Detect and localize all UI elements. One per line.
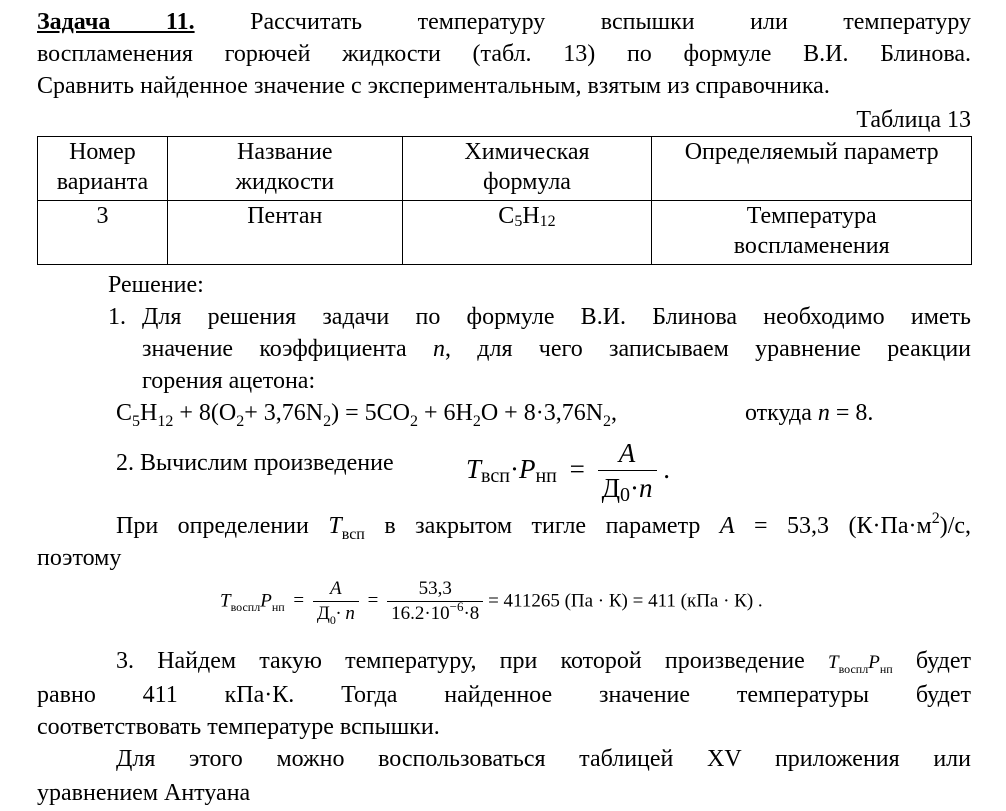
cell-formula [402, 201, 652, 265]
pdef-1: При определении [116, 513, 309, 539]
eq-p3: + 8(O [173, 400, 237, 426]
step1-number: 1. [108, 304, 126, 330]
f1-den-dot: · [630, 473, 639, 503]
step3-P-sub: нп [879, 662, 893, 676]
cell-parameter-l2: воспламенения [733, 233, 890, 259]
f1-P-sub: нп [535, 465, 557, 488]
f1-end: . [663, 454, 670, 485]
p-definition-line-2: поэтому [37, 545, 122, 571]
formula-1 [466, 436, 670, 508]
step3-T: T [828, 652, 839, 673]
eq-s3: 2 [236, 413, 245, 430]
f1-den-D: Д [601, 473, 620, 503]
f2-T-sub: воспл [230, 600, 261, 615]
formula-2 [220, 577, 763, 627]
task-heading: Задача 11. [37, 9, 195, 35]
header-formula-l2: формула [483, 169, 571, 195]
f1-eq: = [569, 454, 585, 485]
pdef-3: = 53,3 (К·Па·м [754, 513, 932, 539]
step3-a: 3. Найдем такую температуру, при которой произведение [116, 648, 805, 674]
f1-den-n: n [639, 473, 653, 503]
header-formula-l1: Химическая [464, 139, 590, 165]
f2-P-sub: нп [271, 600, 285, 615]
header-liquid [167, 137, 402, 201]
table-row [38, 201, 972, 265]
f2-fraction-2 [387, 577, 483, 627]
eq-s5: 2 [409, 413, 418, 430]
f2-tail: = 411265 (Па · К) = 411 (кПа · К) . [488, 590, 763, 612]
step1-line-3: горения ацетона: [142, 368, 316, 394]
f1-T-sub: всп [481, 465, 510, 488]
pdef-4: )/с, [939, 513, 972, 539]
f1-den-sub: 0 [620, 484, 630, 506]
header-liquid-l1: Название [237, 139, 333, 165]
f2-den2a: 16.2·10 [391, 603, 450, 624]
table-caption: Таблица 13 [856, 107, 971, 133]
task-line-2: воспламенения горючей жидкости (табл. 13) по формуле В.И. Блинова. [37, 41, 971, 67]
f1-T: T [466, 454, 482, 485]
eq-n: n [817, 400, 830, 426]
step1-l2-b: , для чего записываем уравнение реакции [444, 336, 972, 362]
step1-n: n [432, 336, 445, 362]
table-13 [37, 136, 972, 265]
step3-P: P [868, 652, 880, 673]
eq-s4: 2 [323, 413, 332, 430]
table-header-row [38, 137, 972, 201]
eq-p7: O + 8·3,76N [480, 400, 604, 426]
header-variant [38, 137, 168, 201]
task-line-1 [37, 6, 971, 38]
eq-n-value: = 8. [835, 400, 874, 426]
header-variant-l1: Номер [69, 139, 136, 165]
f2-eq1: = [293, 590, 305, 612]
f1-num: A [598, 436, 657, 471]
pdef-A: A [719, 513, 735, 539]
step1-line-2 [142, 333, 971, 365]
eq-p6: + 6H [417, 400, 473, 426]
step3-b: будет [915, 648, 971, 674]
eq-where: откуда [745, 400, 812, 426]
step3-line-2: равно 411 кПа·К. Тогда найденное значение температуры будет [37, 682, 971, 708]
eq-s2: 12 [157, 413, 174, 430]
header-parameter-l1: Определяемый параметр [684, 139, 939, 165]
pdef-2: в закрытом тигле параметр [384, 513, 701, 539]
pdef-T-sub: всп [341, 526, 365, 543]
f2-P: P [260, 590, 272, 612]
solution-label: Решение: [108, 272, 204, 298]
f2-T: T [220, 590, 231, 612]
step3-line-1 [116, 645, 971, 680]
reaction-where [745, 397, 873, 429]
p-definition-line-1 [116, 510, 971, 545]
pdef-sup: 2 [931, 510, 940, 527]
eq-s6: 2 [472, 413, 481, 430]
f1-fraction [598, 436, 657, 508]
header-variant-l2: варианта [56, 169, 149, 195]
formula-h-sub: 12 [539, 213, 556, 230]
header-liquid-l2: жидкости [235, 169, 335, 195]
last-line-1: Для этого можно воспользоваться таблицей XV приложения или [116, 746, 971, 772]
header-formula [402, 137, 652, 201]
reaction-equation [116, 397, 617, 432]
f2-den2-sup: −6 [449, 599, 464, 614]
f1-P: P [518, 454, 536, 485]
eq-p8: , [611, 400, 618, 426]
cell-variant: 3 [38, 201, 168, 265]
f2-den1-rest: · n [335, 603, 355, 624]
eq-s1: 5 [132, 413, 141, 430]
cell-parameter [652, 201, 972, 265]
f1-dot: · [509, 454, 519, 485]
pdef-T: T [328, 513, 342, 539]
step1-l2-a: значение коэффициента [142, 336, 407, 362]
f2-fraction-1 [313, 577, 359, 627]
header-parameter [652, 137, 972, 201]
f2-den1-sub: 0 [329, 613, 336, 627]
step2-text: 2. Вычислим произведение [116, 450, 394, 476]
task-line-1-text: Рассчитать температуру вспышки или температуру [250, 9, 972, 35]
f2-den2b: ·8 [463, 603, 480, 624]
f2-eq2: = [367, 590, 379, 612]
last-line-2: уравнением Антуана [37, 780, 251, 806]
cell-liquid: Пентан [167, 201, 402, 265]
f2-den1-D: Д [316, 603, 330, 624]
step3-T-sub: воспл [838, 662, 869, 676]
eq-p1: C [116, 400, 133, 426]
eq-s7: 2 [603, 413, 612, 430]
f2-num1: A [313, 577, 359, 602]
step1-line-1: Для решения задачи по формуле В.И. Блинова необходимо иметь [142, 304, 971, 330]
formula-h: H [522, 203, 540, 229]
eq-p5: ) = 5CO [331, 400, 410, 426]
formula-c: C [498, 203, 515, 229]
eq-p2: H [140, 400, 158, 426]
task-line-3: Сравнить найденное значение с экспериментальным, взятым из справочника. [37, 73, 830, 99]
cell-parameter-l1: Температура [746, 203, 877, 229]
formula-c-sub: 5 [514, 213, 523, 230]
step3-line-3: соответствовать температуре вспышки. [37, 714, 440, 740]
eq-p4: + 3,76N [244, 400, 324, 426]
f2-num2: 53,3 [387, 577, 483, 602]
